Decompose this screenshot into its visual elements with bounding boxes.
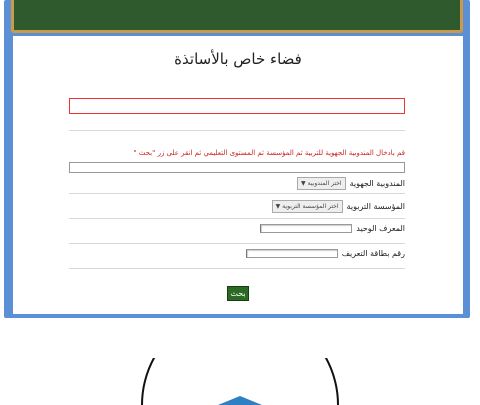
- instruction-text: قم بادخال المندوبية الجهوية للتربية ثم المؤسسة ثم المستوى التعليمي ثم انقر على زر "بحث ": [133, 149, 405, 157]
- school-row: [272, 200, 405, 213]
- emblem-logo-icon: [140, 358, 340, 405]
- region-select-value: اختر المندوبية: [307, 180, 342, 187]
- divider: [69, 193, 405, 194]
- uid-input[interactable]: [260, 224, 352, 233]
- dropdown-arrow-icon: ▼: [275, 203, 281, 210]
- region-select[interactable]: [297, 177, 346, 190]
- error-message-box: [69, 98, 405, 114]
- school-label: المؤسسة التربوية: [346, 202, 405, 211]
- search-button[interactable]: بحث: [227, 286, 249, 301]
- region-label: المندوبية الجهوية: [349, 179, 405, 188]
- header-chalkboard: [11, 0, 463, 33]
- info-field: [69, 162, 405, 173]
- uid-row: [260, 224, 405, 233]
- uid-label: المعرف الوحيد: [356, 224, 405, 233]
- divider: [69, 243, 405, 244]
- region-row: [297, 177, 405, 190]
- school-select[interactable]: [272, 200, 343, 213]
- idcard-input[interactable]: [246, 249, 338, 258]
- divider: [69, 268, 405, 269]
- idcard-row: [246, 249, 405, 258]
- page-title: فضاء خاص بالأساتذة: [174, 50, 302, 68]
- school-select-value: اختر المؤسسة التربوية: [282, 203, 339, 210]
- divider: [69, 218, 405, 219]
- divider: [69, 130, 405, 131]
- dropdown-arrow-icon: ▼: [301, 180, 306, 187]
- login-panel: [13, 36, 463, 314]
- idcard-label: رقم بطاقة التعريف: [341, 249, 405, 258]
